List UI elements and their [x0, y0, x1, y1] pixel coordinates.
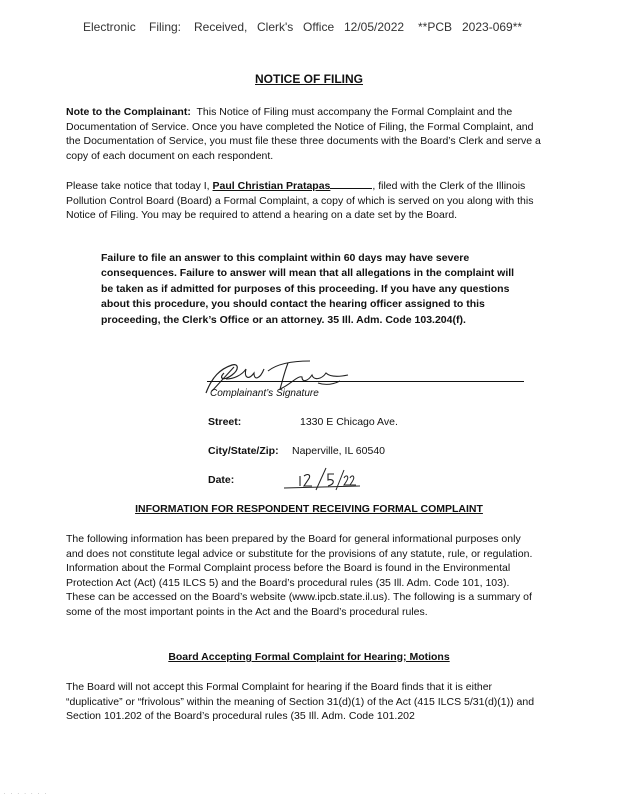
handwritten-date: [282, 466, 362, 492]
respondent-info-heading: INFORMATION FOR RESPONDENT RECEIVING FORMAL COMPLAINT: [135, 503, 483, 515]
failure-warning: Failure to file an answer to this complaint within 60 days may have severe consequences. Failure to answer will mean that all allegations in the complaint will be taken as if admitted for purposes of this proceeding. If you have any questions about this procedure, you should contact the hearing officer assigned to this proceeding, the Clerk’s Office or an attorney. 35 Ill. Adm. Code 103.204(f).: [101, 252, 515, 326]
street-value: 1330 E Chicago Ave.: [300, 416, 398, 428]
board-accepting-paragraph: The Board will not accept this Formal Complaint for hearing if the Board finds that it is either “duplicative” or “frivolous” within the meaning of Section 31(d)(1) of the Act (415 ILCS 5/31(d)(1)) and Section 101.202 of the Board’s procedural rules (35 Ill. Adm. Code 101.202: [66, 681, 535, 723]
city-state-zip-value: Naperville, IL 60540: [292, 445, 386, 457]
notice-before-name: Please take notice that today I,: [66, 180, 213, 192]
header-case-number: 2023-069**: [462, 20, 523, 34]
header-electronic: Electronic: [83, 20, 136, 34]
notice-paragraph: [66, 178, 544, 223]
signature-line: [207, 381, 524, 382]
header-filing: Filing:: [149, 20, 182, 34]
header-clerks: Clerk's: [257, 20, 294, 34]
page-edge-marks: . . . . . . .: [4, 790, 49, 796]
note-paragraph: [66, 105, 544, 163]
signature-label: Complainant’s Signature: [210, 388, 319, 399]
street-label: Street:: [208, 416, 242, 428]
header-case-label: **PCB: [418, 20, 453, 34]
city-state-zip-label: City/State/Zip:: [208, 445, 279, 457]
note-body: This Notice of Filing must accompany the Formal Complaint and the Documentation of Service. Once you have completed the Notice of Filing, the Formal Complaint, and the Documentation of Service, you must file these three documents with the Board’s Clerk and serve a copy of each document on each respondent.: [66, 106, 541, 162]
header-office: Office: [303, 20, 335, 34]
date-label: Date:: [208, 474, 235, 486]
note-lead: Note to the Complainant:: [66, 106, 191, 118]
board-accepting-heading: Board Accepting Formal Complaint for Hearing; Motions: [168, 651, 450, 663]
header-date: 12/05/2022: [344, 20, 405, 34]
page-title: NOTICE OF FILING: [255, 72, 363, 86]
respondent-info-paragraph: The following information has been prepared by the Board for general informational purposes only and does not constitute legal advice or substitute for the provisions of any statute, rule, or regulation. Information about the Formal Complaint process before the Board is found in the Environmental Protection Act (Act) (415 ILCS 5) and the Board’s procedural rules (35 Ill. Adm. Code 101, 103). These can be accessed on the Board’s website (www.ipcb.state.il.us). The following is a summary of some of the most important points in the Act and the Board’s procedural rules.: [66, 533, 533, 618]
header-received: Received,: [194, 20, 248, 34]
notice-after-name: , filed with the Clerk of the Illinois Pollution Control Board (Board) a Formal Complaint, a copy of which is served on you along with this Notice of Filing. You may be required to attend a hearing on a date set by the Board.: [66, 180, 534, 222]
complainant-name: Paul Christian Pratapas: [212, 180, 331, 192]
name-blank-line: [330, 178, 372, 189]
